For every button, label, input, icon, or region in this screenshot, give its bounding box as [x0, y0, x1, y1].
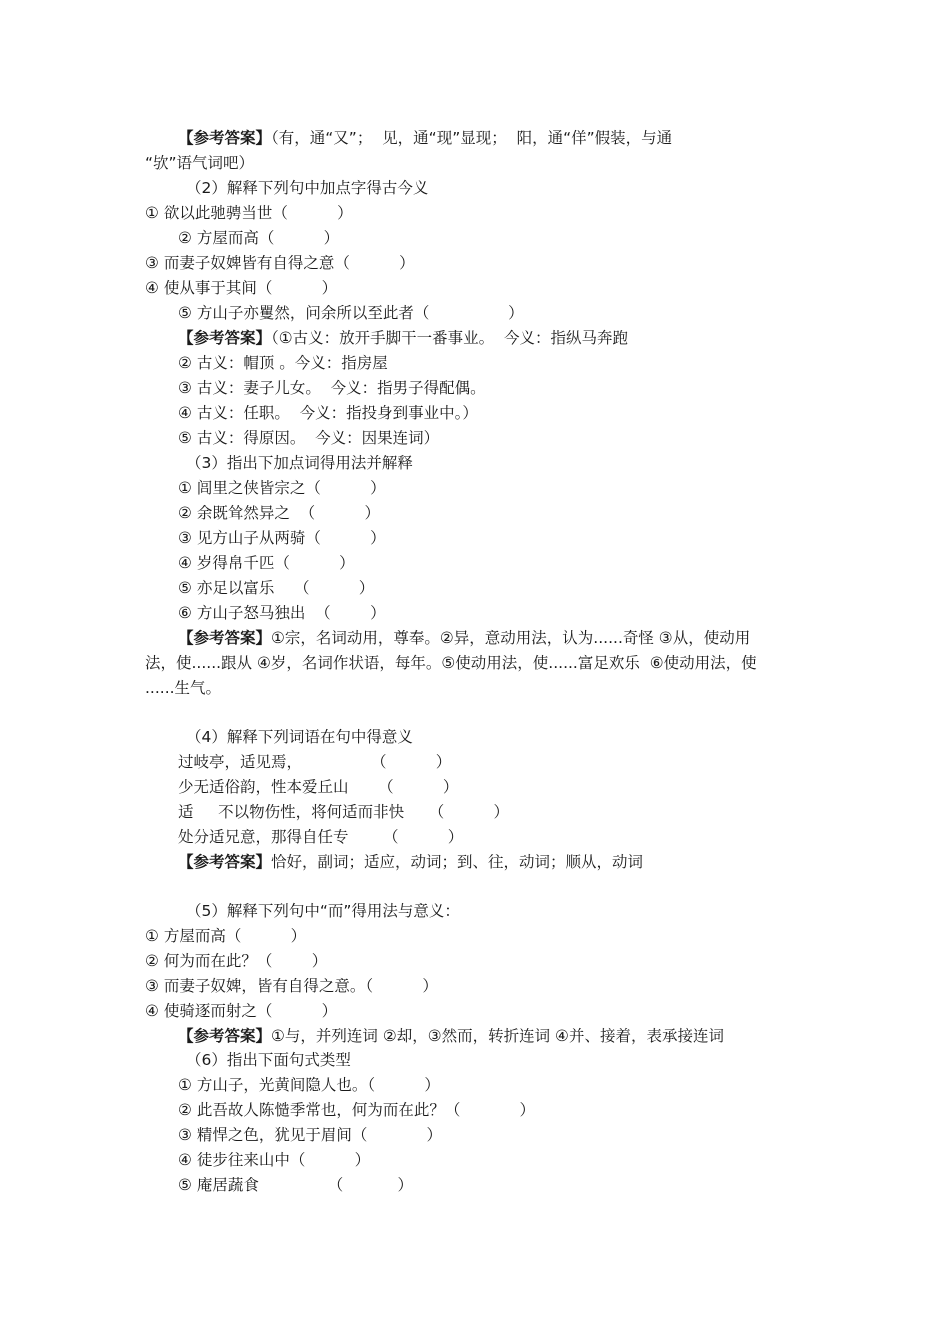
- question-heading: （5）解释下列句中“而”得用法与意义：: [186, 902, 460, 920]
- question-item: ② 方屋而高（ ）: [178, 229, 340, 247]
- answer-text: ①宗，名词动用，尊奉。②异，意动用法，认为......奇怪 ③从，使动用: [271, 629, 751, 647]
- answer-line: [178, 851, 643, 873]
- question-item: 处分适兄意，那得自任专 （ ）: [178, 828, 464, 846]
- question-item: ③ 而妻子奴婢，皆有自得之意。（ ）: [145, 977, 438, 995]
- answer-text: ①与，并列连词 ②却，③然而，转折连词 ④并、接着，表承接连词: [271, 1027, 724, 1045]
- answer-line: “欤”语气词吧）: [145, 154, 255, 172]
- question-heading: （3）指出下加点词得用法并解释: [186, 454, 413, 472]
- question-heading: （6）指出下面句式类型: [186, 1051, 351, 1069]
- answer-line: [178, 127, 672, 149]
- answer-line: ⑤ 古义：得原因。 今义：因果连词）: [178, 429, 440, 447]
- question-item: ① 闾里之侠皆宗之（ ）: [178, 479, 386, 497]
- answer-label: 【参考答案】: [178, 329, 272, 347]
- answer-label: 【参考答案】: [178, 629, 272, 647]
- question-item: ④ 岁得帛千匹（ ）: [178, 554, 355, 572]
- question-item: ⑥ 方山子怒马独出 （ ）: [178, 604, 386, 622]
- answer-line: [178, 327, 628, 349]
- answer-line: ④ 古义：任职。 今义：指投身到事业中。）: [178, 404, 478, 422]
- answer-line: [178, 627, 750, 649]
- answer-text: （①古义：放开手脚干一番事业。 今义：指纵马奔跑: [271, 329, 629, 347]
- answer-line: ② 古义：帽顶 。今义：指房屋: [178, 354, 388, 372]
- question-item: ② 此吾故人陈慥季常也，何为而在此？（ ）: [178, 1101, 535, 1119]
- answer-line: [178, 1025, 724, 1047]
- question-item: 适 不以物伤性，将何适而非快 （ ）: [178, 803, 510, 821]
- question-item: ③ 见方山子从两骑（ ）: [178, 529, 386, 547]
- question-item: ⑤ 方山子亦矍然，问余所以至此者（ ）: [178, 304, 524, 322]
- answer-line: 法，使......跟从 ④岁，名词作状语，每年。⑤使动用法，使......富足欢乐 ⑥使动用法，使: [145, 654, 757, 672]
- answer-line: ③ 古义：妻子儿女。 今义：指男子得配偶。: [178, 379, 486, 397]
- question-item: ② 余既耸然异之 （ ）: [178, 504, 380, 522]
- question-item: ④ 使从事于其间（ ）: [145, 279, 338, 297]
- question-item: ① 方屋而高（ ）: [145, 927, 307, 945]
- question-item: ① 欲以此驰骋当世（ ）: [145, 204, 353, 222]
- question-heading: （2）解释下列句中加点字得古今义: [186, 179, 429, 197]
- answer-label: 【参考答案】: [178, 1027, 272, 1045]
- answer-text: （有，通“又”； 见，通“现”显现； 阳，通“佯”假装，与通: [271, 129, 673, 147]
- answer-text: 恰好，副词；适应，动词；到、往，动词；顺从，动词: [271, 853, 644, 871]
- question-item: ④ 使骑逐而射之（ ）: [145, 1002, 338, 1020]
- question-item: ② 何为而在此？（ ）: [145, 952, 328, 970]
- question-item: 过岐亭，适见焉， （ ）: [178, 753, 452, 771]
- question-item: ⑤ 庵居蔬食 （ ）: [178, 1176, 413, 1194]
- question-heading: （4）解释下列词语在句中得意义: [186, 728, 413, 746]
- answer-label: 【参考答案】: [178, 129, 272, 147]
- answer-line: ......生气。: [145, 679, 222, 697]
- question-item: ① 方山子，光黄间隐人也。（ ）: [178, 1076, 440, 1094]
- question-item: ③ 而妻子奴婢皆有自得之意（ ）: [145, 254, 415, 272]
- question-item: ⑤ 亦足以富乐 （ ）: [178, 579, 375, 597]
- question-item: ④ 徒步往来山中（ ）: [178, 1151, 371, 1169]
- answer-label: 【参考答案】: [178, 853, 272, 871]
- question-item: 少无适俗韵，性本爱丘山 （ ）: [178, 778, 459, 796]
- question-item: ③ 精悍之色，犹见于眉间（ ）: [178, 1126, 442, 1144]
